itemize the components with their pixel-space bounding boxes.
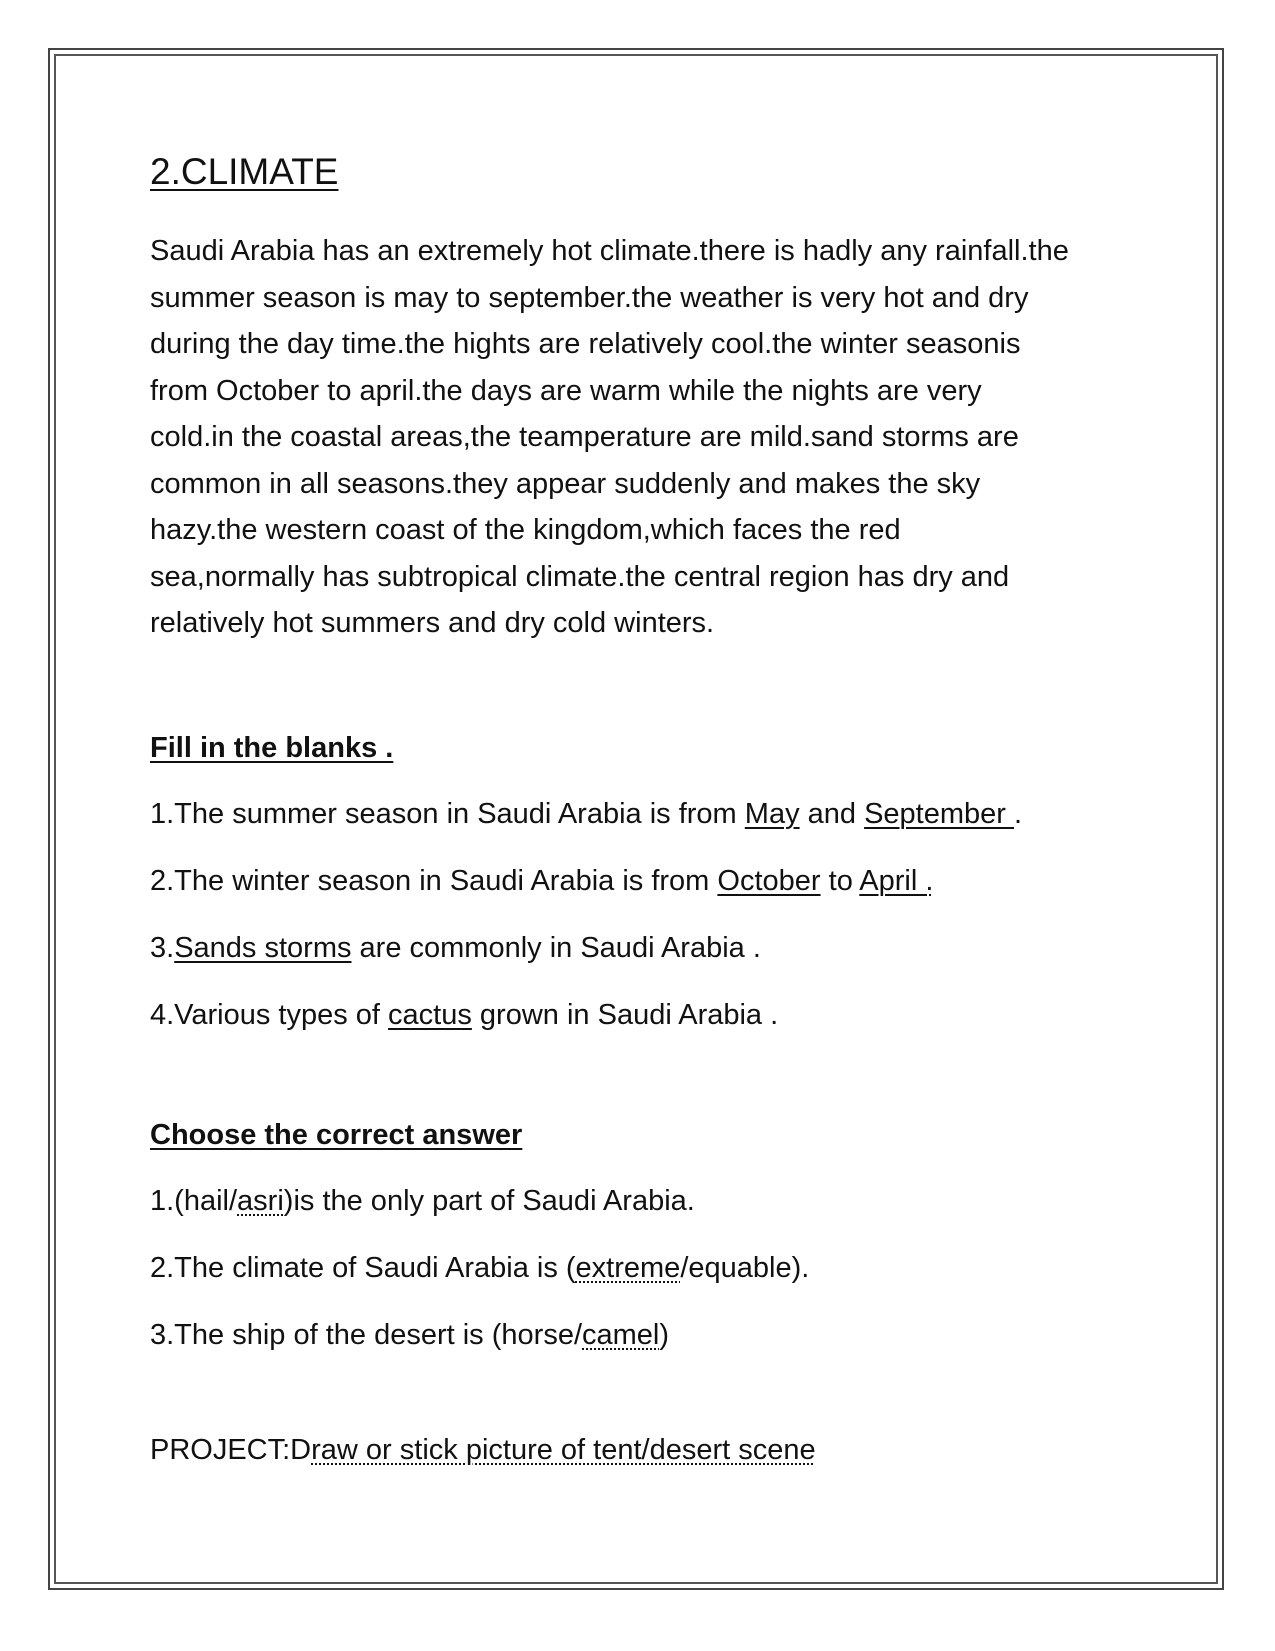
chosen-answer: extreme [575, 1251, 681, 1284]
fill-blanks-heading: Fill in the blanks . [150, 731, 394, 764]
answer-blank: September [864, 797, 1014, 830]
question-text: to [820, 864, 860, 897]
question-text: 4.Various types of [150, 998, 389, 1031]
question-text: and [799, 797, 865, 830]
question-text: )is the only part of Saudi Arabia. [283, 1184, 695, 1217]
paragraph-line: relatively hot summers and dry cold winters. [150, 607, 715, 639]
chosen-answer: asri [237, 1184, 284, 1217]
answer-blank: cactus [388, 998, 472, 1031]
fill-question-3 [150, 929, 1140, 967]
project-text: raw or stick picture of tent/desert scene [311, 1433, 816, 1466]
project-label: PROJECT:D [150, 1433, 312, 1466]
paragraph-line: sea,normally has subtropical climate.the central region has dry and [150, 560, 1010, 593]
question-text: 3.The ship of the desert is (horse/ [150, 1318, 582, 1351]
question-text: are commonly in Saudi Arabia . [351, 931, 761, 964]
paragraph-line: summer season is may to september.the weather is very hot and dry [150, 281, 1029, 314]
project-instruction [150, 1431, 1140, 1469]
climate-paragraph [150, 228, 1140, 647]
question-text: 2.The winter season in Saudi Arabia is from [150, 864, 718, 897]
question-text: /equable). [680, 1251, 810, 1284]
choose-question-1 [150, 1182, 1140, 1220]
paragraph-line: from October to april.the days are warm while the nights are very [150, 374, 982, 407]
choose-question-2 [150, 1249, 1140, 1287]
fill-question-1 [150, 795, 1140, 833]
choose-question-3 [150, 1316, 1140, 1354]
fill-question-2 [150, 862, 1140, 900]
question-text: grown in Saudi Arabia . [471, 998, 779, 1031]
paragraph-line: Saudi Arabia has an extremely hot climate.there is hadly any rainfall.the [150, 235, 1069, 267]
paragraph-line: cold.in the coastal areas,the teamperature are mild.sand storms are [150, 421, 1019, 453]
fill-question-4 [150, 996, 1140, 1034]
question-text: . [1014, 797, 1023, 830]
choose-answer-heading: Choose the correct answer [150, 1118, 523, 1151]
question-text: . [925, 864, 934, 897]
question-text: ) [659, 1318, 670, 1351]
paragraph-line: hazy.the western coast of the kingdom,which faces the red [150, 514, 901, 546]
document-content [150, 150, 1140, 1469]
question-text: 1.(hail/ [150, 1184, 238, 1217]
answer-blank: Sands storms [174, 931, 352, 964]
question-text: 3. [150, 931, 175, 964]
answer-blank: May [744, 797, 800, 830]
chosen-answer: camel [582, 1318, 660, 1351]
question-text: 1.The summer season in Saudi Arabia is from [150, 797, 745, 830]
paragraph-line: common in all seasons.they appear suddenly and makes the sky [150, 467, 981, 500]
paragraph-line: during the day time.the hights are relatively cool.the winter seasonis [150, 328, 1021, 360]
answer-blank: October [717, 864, 821, 897]
question-text: 2.The climate of Saudi Arabia is ( [150, 1251, 576, 1284]
answer-blank: April [859, 864, 926, 897]
page-title: 2.CLIMATE [150, 151, 339, 192]
